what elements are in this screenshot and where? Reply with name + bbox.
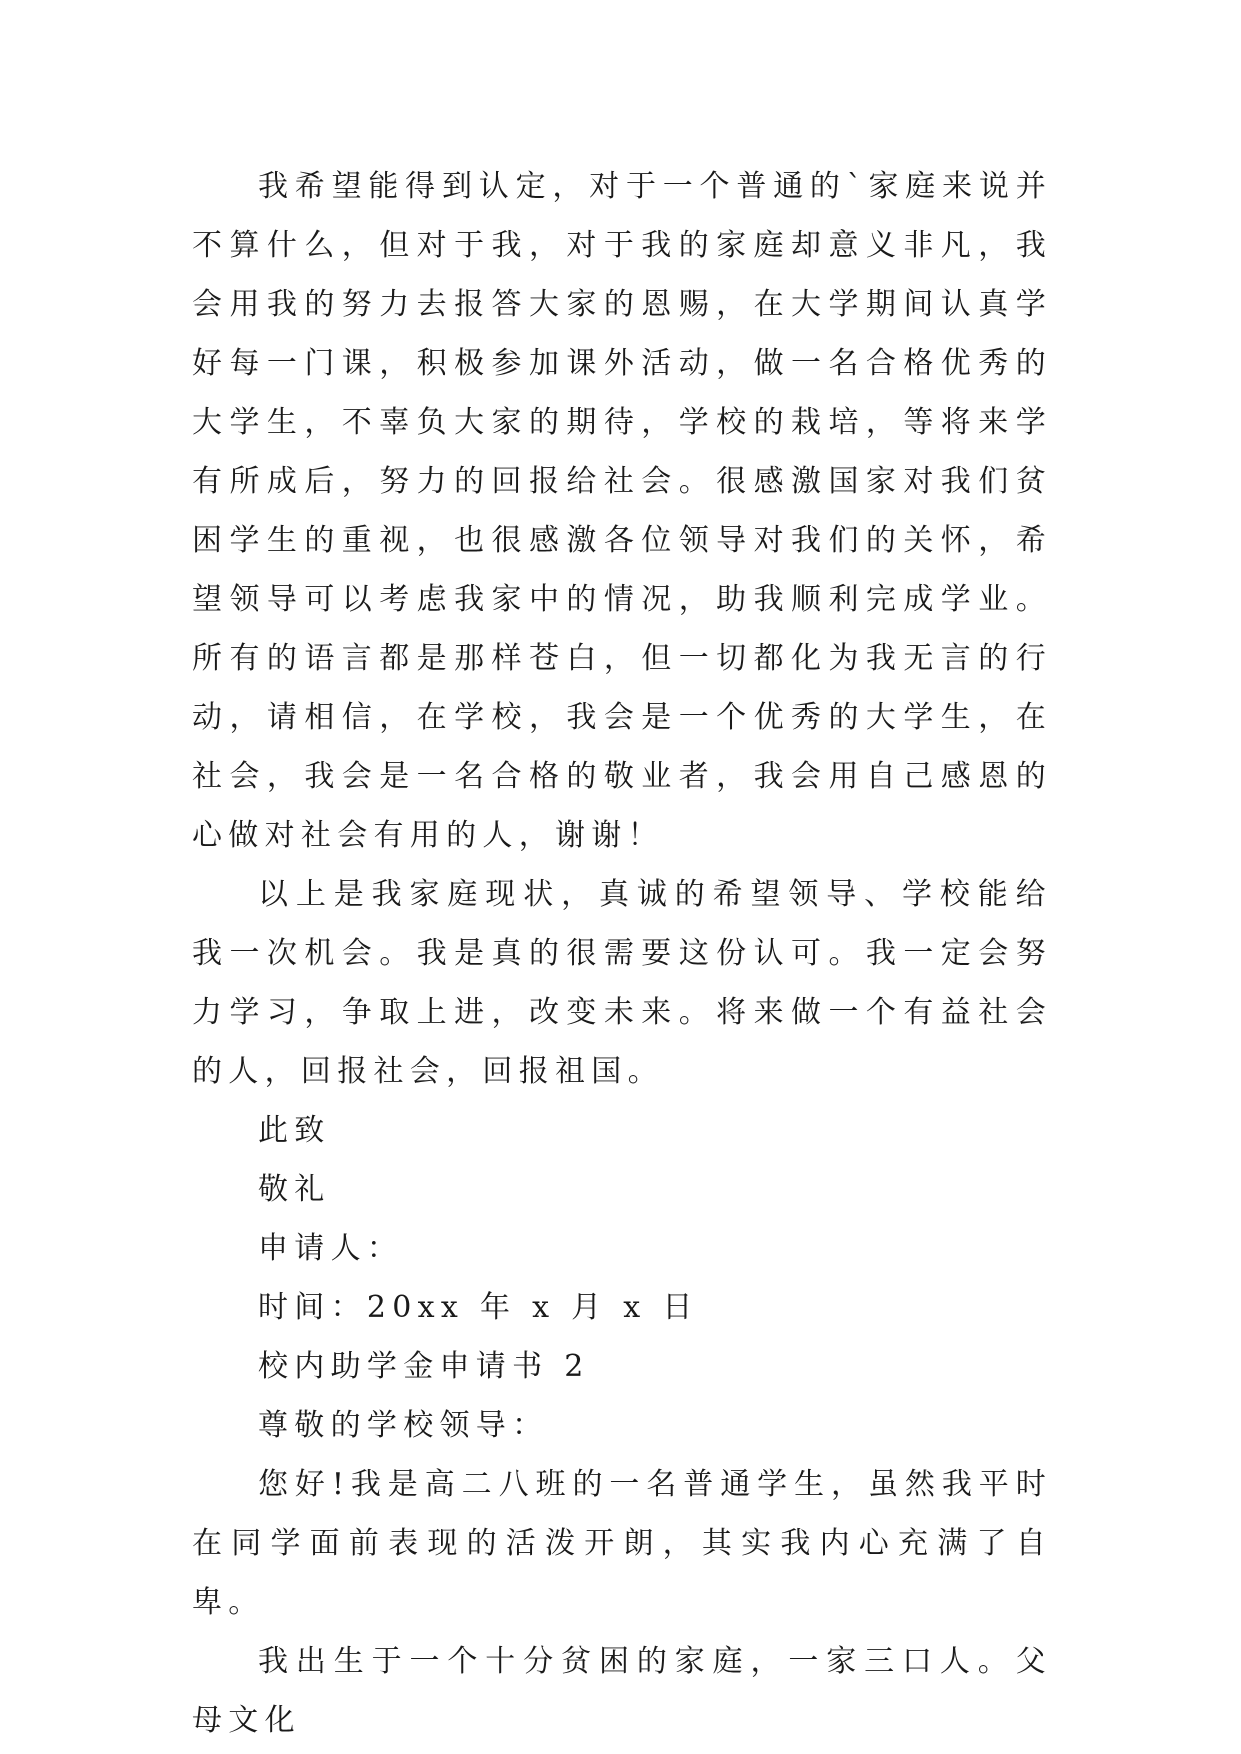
salutation: 尊敬的学校领导：	[258, 1408, 549, 1443]
paragraph-gratitude: 我希望能得到认定，对于一个普通的`家庭来说并不算什么，但对于我，对于我的家庭却意义非凡，我会用我的努力去报答大家的恩赐，在大学期间认真学好每一门课，积极参加课外活动，做一名合格优秀的大学生，不辜负大家的期待，学校的栽培，等将来学有所成后，努力的回报给社会。很感激国家对我们贫困学生的重视，也很感激各位领导对我们的关怀，希望领导可以考虑我家中的情况，助我顺利完成学业。所有的语言都是那样苍白，但一切都化为我无言的行动，请相信，在学校，我会是一个优秀的大学生，在社会，我会是一名合格的敬业者，我会用自己感恩的心做对社会有用的人，谢谢！	[192, 169, 1052, 853]
section-title: 校内助学金申请书 2	[258, 1349, 590, 1384]
document-page	[192, 157, 1052, 1750]
date-line: 时间：20xx 年 x 月 x 日	[258, 1290, 699, 1325]
applicant-label: 申请人：	[258, 1231, 404, 1266]
closing-jingli: 敬礼	[258, 1172, 331, 1207]
paragraph-greeting: 您好!我是高二八班的一名普通学生，虽然我平时在同学面前表现的活泼开朗，其实我内心充满了自卑。	[192, 1467, 1052, 1620]
closing-cizhi: 此致	[258, 1113, 331, 1148]
paragraph-background: 我出生于一个十分贫困的家庭，一家三口人。父母文化	[192, 1644, 1052, 1738]
paragraph-family-status: 以上是我家庭现状，真诚的希望领导、学校能给我一次机会。我是真的很需要这份认可。我一定会努力学习，争取上进，改变未来。将来做一个有益社会的人，回报社会，回报祖国。	[192, 877, 1052, 1089]
